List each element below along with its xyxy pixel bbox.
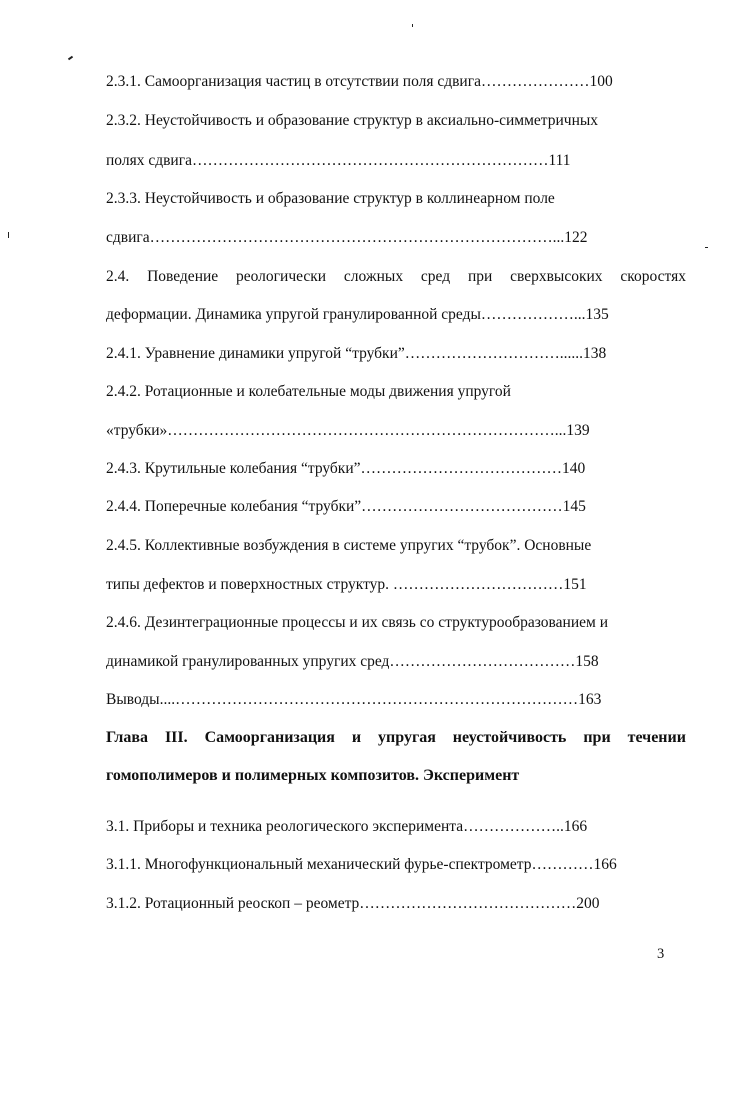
toc-entry-3-1: 3.1. Приборы и техника реологического эксперимента………………..166: [106, 818, 588, 835]
toc-entry-2-4-5-line2: типы дефектов и поверхностных структур. ……………………………151: [106, 576, 587, 593]
toc-entry-2-4-6-line1: 2.4.6. Дезинтеграционные процессы и их связь со структурообразованием и: [106, 614, 608, 631]
word: упругая: [378, 729, 436, 746]
word: при: [467, 268, 493, 285]
toc-entry-3-1-2: 3.1.2. Ротационный реоскоп – реометр……………………………………200: [106, 895, 600, 912]
word: сверхвысоких: [510, 268, 603, 285]
toc-entry-2-3-1: 2.3.1. Самоорганизация частиц в отсутствии поля сдвига…………………100: [106, 73, 613, 90]
chapter-3-heading-line2: гомополимеров и полимерных композитов. Эксперимент: [106, 767, 520, 784]
toc-entry-2-3-3-line1: 2.3.3. Неустойчивость и образование структур в коллинеарном поле: [106, 190, 555, 207]
toc-entry-2-4-6-line2: динамикой гранулированных упругих сред………………………………158: [106, 653, 599, 670]
word: 2.4.: [106, 268, 130, 285]
toc-entry-2-4-3: 2.4.3. Крутильные колебания “трубки”…………………………………140: [106, 460, 586, 477]
toc-entry-2-3-2-line2: полях сдвига……………………………………………………………111: [106, 152, 571, 169]
toc-entry-2-4-line2: деформации. Динамика упругой гранулированной среды………………...135: [106, 306, 609, 323]
word: скоростях: [620, 268, 686, 285]
toc-entry-conclusions: Выводы....……………………………………………………………………163: [106, 691, 602, 708]
word: и: [351, 729, 362, 746]
scan-speck: [8, 232, 9, 238]
toc-entry-2-4-line1: [106, 267, 686, 287]
scan-speck: [412, 24, 413, 27]
word: Самоорганизация: [204, 729, 335, 746]
scan-speck: [705, 247, 708, 248]
toc-entry-3-1-1: 3.1.1. Многофункциональный механический фурье-спектрометр…………166: [106, 856, 617, 873]
toc-entry-2-4-1: 2.4.1. Уравнение динамики упругой “трубки”…………………………......138: [106, 345, 607, 362]
word: Глава: [106, 729, 148, 746]
toc-entry-2-3-3-line2: сдвига……………………………………………………………………...122: [106, 229, 588, 246]
word: неустойчивость: [452, 729, 567, 746]
word: Поведение: [147, 268, 219, 285]
word: течении: [627, 729, 686, 746]
scan-speck: [68, 56, 73, 61]
word: сред: [420, 268, 451, 285]
page-number: 3: [657, 946, 665, 962]
word: III.: [164, 729, 188, 746]
toc-entry-2-4-5-line1: 2.4.5. Коллективные возбуждения в системе упругих “трубок”. Основные: [106, 537, 592, 554]
chapter-3-heading-line1: [106, 728, 686, 748]
toc-entry-2-3-2-line1: 2.3.2. Неустойчивость и образование структур в аксиально-симметричных: [106, 112, 599, 129]
word: сложных: [343, 268, 404, 285]
toc-entry-2-4-2-line2: «трубки»…………………………………………………………………...139: [106, 422, 590, 439]
toc-entry-2-4-4: 2.4.4. Поперечные колебания “трубки”…………………………………145: [106, 498, 586, 515]
word: реологически: [236, 268, 327, 285]
toc-entry-2-4-2-line1: 2.4.2. Ротационные и колебательные моды движения упругой: [106, 383, 511, 400]
word: при: [583, 729, 611, 746]
